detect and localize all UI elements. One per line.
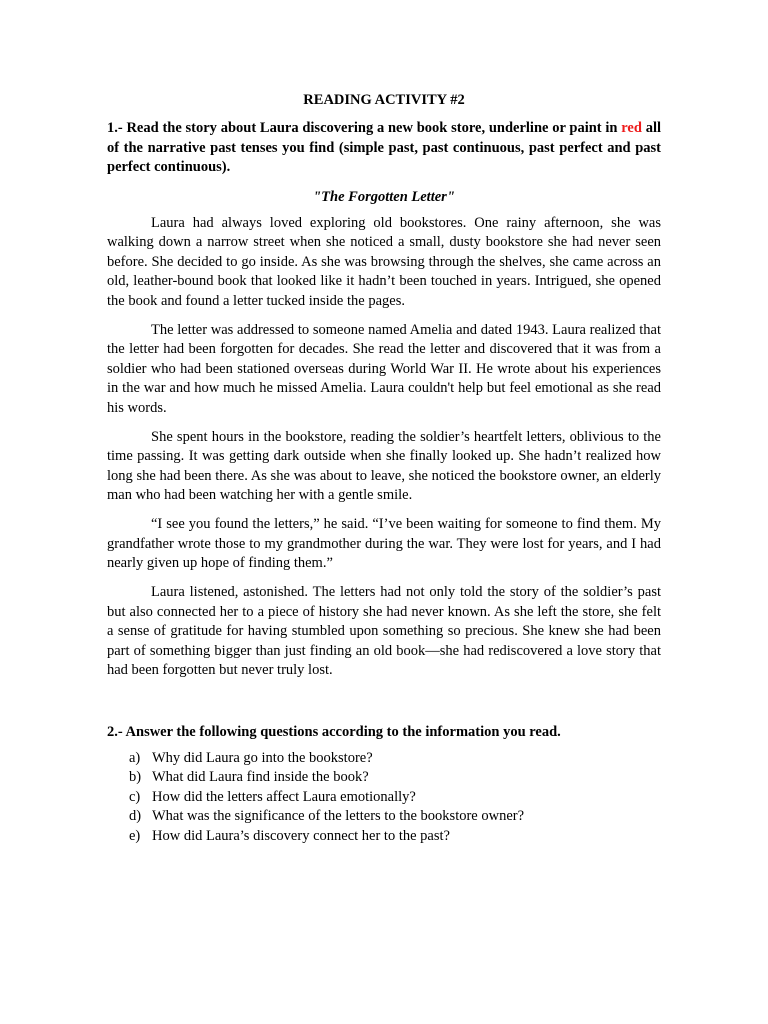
question-item <box>129 768 661 788</box>
instruction-red-word: red <box>621 120 642 136</box>
question-letter: b) <box>129 769 142 785</box>
story-paragraph-1: Laura had always loved exploring old bookstores. One rainy afternoon, she was walking down a narrow street when she noticed a small, dusty bookstore she had never seen before. She decided to go inside. As she was browsing through the shelves, she came across an old, leather-bound book that looked like it hadn’t been touched in years. Intrigued, she opened the book and found a letter tucked inside the pages. <box>107 214 661 309</box>
question-text: How did the letters affect Laura emotionally? <box>152 788 416 805</box>
document-page <box>107 89 661 846</box>
questions-list <box>107 749 661 847</box>
instruction-1 <box>107 119 661 178</box>
question-item <box>129 788 661 808</box>
question-item <box>129 749 661 769</box>
question-letter: a) <box>129 749 141 766</box>
questions-heading: 2.- Answer the following questions according to the information you read. <box>107 723 561 740</box>
question-letter: c) <box>129 788 141 805</box>
instruction-text-start: 1.- Read the story about Laura discovering a new book store, underline or paint in <box>107 120 622 136</box>
question-letter: e) <box>129 827 141 844</box>
page-title: READING ACTIVITY #2 <box>303 92 465 108</box>
story-title: "The Forgotten Letter" <box>313 188 455 205</box>
question-text: How did Laura’s discovery connect her to the past? <box>152 827 450 844</box>
question-text: What was the significance of the letters to the bookstore owner? <box>152 808 525 824</box>
question-text: Why did Laura go into the bookstore? <box>152 749 373 766</box>
story-paragraph-5: Laura listened, astonished. The letters had not only told the story of the soldier’s past but also connected her to a piece of history she had never known. As she left the store, she felt a sense of gratitude for having stumbled upon something so precious. She knew she had been part of something bigger than just finding an old book—she had rediscovered a love story that had been forgotten but never truly lost. <box>107 584 661 678</box>
story-paragraph-2: The letter was addressed to someone named Amelia and dated 1943. Laura realized that the letter had been forgotten for decades. She read the letter and discovered that it was from a soldier who had been stationed overseas during World War II. He wrote about his experiences in the war and how much he missed Amelia. Laura couldn't help but feel emotional as she read his words. <box>107 321 661 416</box>
question-item <box>129 807 661 827</box>
question-item <box>129 827 661 847</box>
instruction-text-end: all of the narrative past tenses you find (simple past, past continuous, past perfect and past perfect continuous). <box>107 120 662 175</box>
story-paragraph-4: “I see you found the letters,” he said. “I’ve been waiting for someone to find them. My grandfather wrote those to my grandmother during the war. They were lost for years, and I had nearly given up hope of finding them.” <box>107 516 661 571</box>
story-paragraph-3: She spent hours in the bookstore, reading the soldier’s heartfelt letters, oblivious to the time passing. It was getting dark outside when she finally looked up. She hadn’t realized how long she had been there. As she was about to leave, she noticed the bookstore owner, an elderly man who had been watching her with a gentle smile. <box>107 428 661 503</box>
question-letter: d) <box>129 808 142 824</box>
question-text: What did Laura find inside the book? <box>152 769 369 785</box>
